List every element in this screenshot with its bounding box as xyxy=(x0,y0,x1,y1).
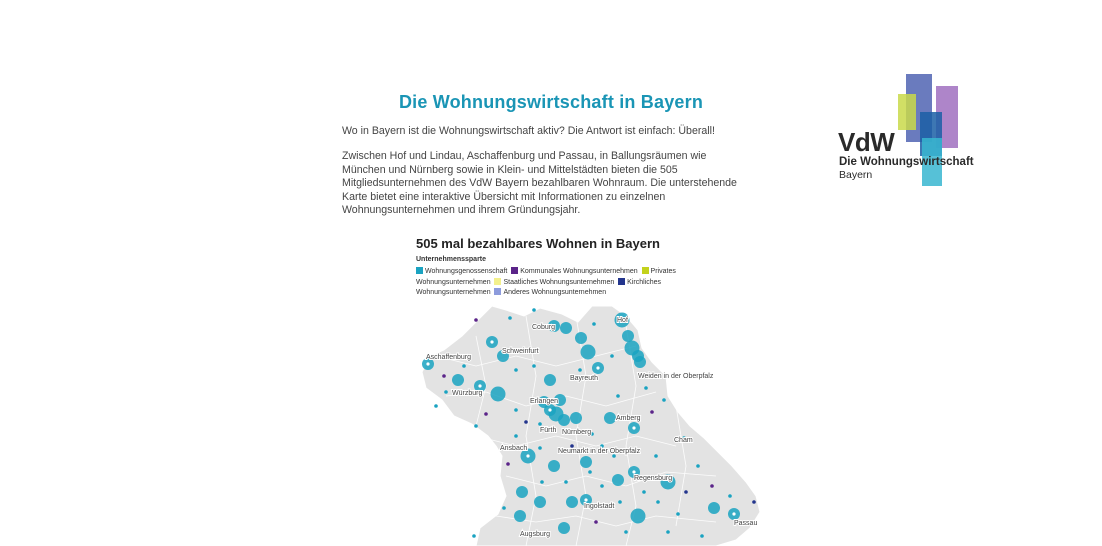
swatch xyxy=(494,288,501,295)
city-label: Neumarkt in der Oberpfalz xyxy=(558,448,641,455)
company-marker[interactable] xyxy=(474,424,478,428)
company-marker[interactable] xyxy=(654,454,658,458)
company-marker[interactable] xyxy=(588,470,592,474)
legend-item-staatlich[interactable]: Staatliches Wohnungsunternehmen xyxy=(494,279,614,286)
company-marker[interactable] xyxy=(610,354,614,358)
company-marker[interactable] xyxy=(666,530,670,534)
company-marker[interactable] xyxy=(524,420,528,424)
city-center-dot xyxy=(426,362,429,365)
city-label: Cham xyxy=(674,437,693,444)
company-marker[interactable] xyxy=(752,500,756,504)
company-marker[interactable] xyxy=(684,490,688,494)
company-marker[interactable] xyxy=(484,412,488,416)
company-cluster-marker[interactable] xyxy=(634,356,646,368)
city-center-dot xyxy=(632,470,635,473)
company-marker[interactable] xyxy=(710,484,714,488)
city-label: Hof xyxy=(617,317,628,324)
swatch xyxy=(642,267,649,274)
company-cluster-marker[interactable] xyxy=(516,486,528,498)
city-label: Aschaffenburg xyxy=(426,354,472,361)
legend-item-kommunal[interactable]: Kommunales Wohnungsunternehmen xyxy=(511,268,637,275)
company-marker[interactable] xyxy=(592,322,596,326)
city-label: Weiden in der Oberpfalz xyxy=(638,373,714,380)
company-marker[interactable] xyxy=(502,506,506,510)
city-label: Coburg xyxy=(532,324,555,331)
company-cluster-marker[interactable] xyxy=(514,510,526,522)
city-label: Fürth xyxy=(540,427,557,434)
company-cluster-marker[interactable] xyxy=(580,456,592,468)
company-marker[interactable] xyxy=(594,520,598,524)
logo-line1: Die Wohnungswirtschaft xyxy=(839,156,974,168)
company-marker[interactable] xyxy=(600,484,604,488)
city-label: Bayreuth xyxy=(570,375,599,382)
company-marker[interactable] xyxy=(728,494,732,498)
company-marker[interactable] xyxy=(514,408,518,412)
company-marker[interactable] xyxy=(650,410,654,414)
company-cluster-marker[interactable] xyxy=(566,496,578,508)
company-marker[interactable] xyxy=(472,534,476,538)
city-center-dot xyxy=(526,454,529,457)
city-label: Augsburg xyxy=(520,531,550,538)
company-marker[interactable] xyxy=(538,446,542,450)
logo-abbr: VdW xyxy=(838,127,895,157)
swatch xyxy=(511,267,518,274)
city-center-dot xyxy=(596,366,599,369)
body-text: Zwischen Hof und Lindau, Aschaffenburg und Passau, in Ballungsräumen wie München und Nürnberg sowie in Klein- und Mittelstädten bieten die 505 Mitgliedsunternehmen des VdW Bayern bezahlbaren Wohnraum. Die unterstehende Karte bietet eine interaktive Übersicht mit Informationen zu einzelnen Wohnungsunternehmen und ihrem Gründungsjahr. xyxy=(342,150,737,217)
company-marker[interactable] xyxy=(462,364,466,368)
swatch xyxy=(494,278,501,285)
city-center-dot xyxy=(632,426,635,429)
company-marker[interactable] xyxy=(656,500,660,504)
city-label: Ansbach xyxy=(500,445,528,452)
legend-item-genossenschaft[interactable]: Wohnungsgenossenschaft xyxy=(416,268,507,275)
company-marker[interactable] xyxy=(514,434,518,438)
company-marker[interactable] xyxy=(618,500,622,504)
company-marker[interactable] xyxy=(442,374,446,378)
company-marker[interactable] xyxy=(700,534,704,538)
city-center-dot xyxy=(478,384,481,387)
company-marker[interactable] xyxy=(644,386,648,390)
company-cluster-marker[interactable] xyxy=(558,522,570,534)
company-cluster-marker[interactable] xyxy=(491,387,506,402)
legend-item-anderes[interactable]: Anderes Wohnungsunternehmen xyxy=(494,289,606,296)
company-cluster-marker[interactable] xyxy=(558,414,570,426)
company-cluster-marker[interactable] xyxy=(534,496,546,508)
company-cluster-marker[interactable] xyxy=(708,502,720,514)
city-label: Regensburg xyxy=(634,475,673,482)
company-marker[interactable] xyxy=(532,364,536,368)
city-center-dot xyxy=(548,408,551,411)
company-marker[interactable] xyxy=(514,368,518,372)
company-cluster-marker[interactable] xyxy=(622,330,634,342)
city-label: Schweinfurt xyxy=(502,348,539,355)
company-cluster-marker[interactable] xyxy=(452,374,464,386)
company-marker[interactable] xyxy=(662,398,666,402)
company-marker[interactable] xyxy=(578,368,582,372)
city-center-dot xyxy=(584,498,587,501)
company-marker[interactable] xyxy=(540,480,544,484)
company-marker[interactable] xyxy=(506,462,510,466)
city-center-dot xyxy=(732,512,735,515)
company-cluster-marker[interactable] xyxy=(575,332,587,344)
company-marker[interactable] xyxy=(676,512,680,516)
city-label: Passau xyxy=(734,520,758,527)
company-marker[interactable] xyxy=(696,464,700,468)
city-center-dot xyxy=(490,340,493,343)
company-marker[interactable] xyxy=(444,390,448,394)
company-marker[interactable] xyxy=(532,308,536,312)
company-marker[interactable] xyxy=(538,422,542,426)
city-label: Amberg xyxy=(616,415,641,422)
company-cluster-marker[interactable] xyxy=(631,509,646,524)
city-label: Ingolstadt xyxy=(584,503,615,510)
legend-title: Unternehmenssparte xyxy=(416,256,487,263)
page-title: Die Wohnungswirtschaft in Bayern xyxy=(398,92,704,112)
vdw-logo xyxy=(836,72,976,190)
intro-text: Wo in Bayern ist die Wohnungswirtschaft aktiv? Die Antwort ist einfach: Überall! xyxy=(342,125,715,137)
company-marker[interactable] xyxy=(508,316,512,320)
bavaria-map[interactable] xyxy=(416,296,776,546)
city-label: Nürnberg xyxy=(562,429,592,436)
company-marker[interactable] xyxy=(474,318,478,322)
city-label: Würzburg xyxy=(452,390,483,397)
company-cluster-marker[interactable] xyxy=(560,322,572,334)
company-cluster-marker[interactable] xyxy=(570,412,582,424)
company-marker[interactable] xyxy=(624,530,628,534)
company-cluster-marker[interactable] xyxy=(604,412,616,424)
legend xyxy=(416,267,706,299)
company-marker[interactable] xyxy=(434,404,438,408)
company-cluster-marker[interactable] xyxy=(548,460,560,472)
company-marker[interactable] xyxy=(616,394,620,398)
logo-line2: Bayern xyxy=(839,169,873,181)
company-marker[interactable] xyxy=(564,480,568,484)
logo-bar xyxy=(898,94,916,130)
map-embed[interactable] xyxy=(416,234,776,540)
legend-item-privat[interactable]: Privates Wohnungsunternehmen xyxy=(416,268,676,286)
company-cluster-marker[interactable] xyxy=(612,474,624,486)
company-marker[interactable] xyxy=(642,490,646,494)
legend-item-kirchlich[interactable]: Kirchliches Wohnungsunternehmen xyxy=(416,278,662,296)
map-title: 505 mal bezahlbares Wohnen in Bayern xyxy=(416,236,660,251)
company-cluster-marker[interactable] xyxy=(581,345,596,360)
city-label: Erlangen xyxy=(530,398,559,405)
swatch xyxy=(416,267,423,274)
swatch xyxy=(618,278,625,285)
company-cluster-marker[interactable] xyxy=(544,374,556,386)
